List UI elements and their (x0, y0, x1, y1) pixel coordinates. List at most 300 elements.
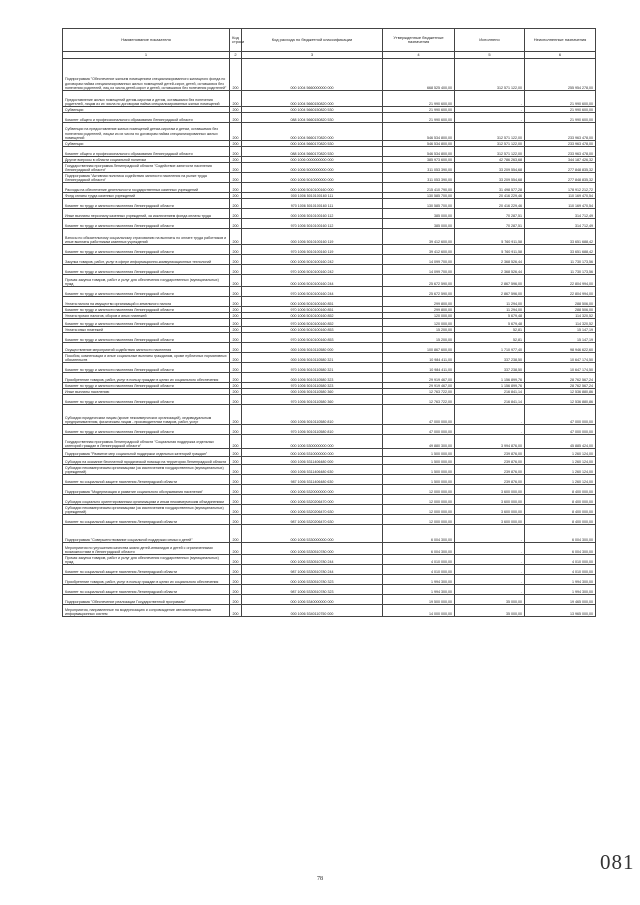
row-line-code: 200 (230, 373, 242, 383)
header-approved: Утвержденные бюджетные назначения (383, 29, 455, 52)
row-approved-amount: 130 585 700,00 (383, 193, 455, 199)
table-row (63, 435, 596, 449)
table-row (63, 543, 596, 555)
table-row (63, 363, 596, 373)
row-line-code: 200 (230, 343, 242, 353)
row-line-code: 200 (230, 327, 242, 333)
row-approved-amount: 4 010 000,00 (383, 565, 455, 575)
row-remaining-amount: 21 990 600,00 (525, 91, 596, 107)
row-name: Уплата налога на имущество организаций и земельного налога (63, 297, 230, 307)
row-classification-code: 987 1006 5320206470 630 (242, 515, 383, 525)
row-line-code: 200 (230, 287, 242, 297)
row-classification-code: 000 1006 5320206470 630 (242, 505, 383, 515)
row-name: Предоставление жилых помещений детям-сиротам и детям, оставшимся без попечения родителей, лицам из их числа по договорам найма специализированных жилых помещений (63, 91, 230, 107)
row-executed-amount: - (455, 543, 525, 555)
row-remaining-amount: 178 912 212,72 (525, 183, 596, 193)
row-line-code: 200 (230, 435, 242, 449)
row-executed-amount: 3 600 000,00 (455, 515, 525, 525)
row-executed-amount: 33 209 554,68 (455, 163, 525, 173)
row-approved-amount: 21 990 600,00 (383, 113, 455, 123)
row-approved-amount: 25 672 590,00 (383, 275, 455, 287)
row-line-code: 200 (230, 575, 242, 585)
row-executed-amount: 1 156 899,76 (455, 373, 525, 383)
row-classification-code: 000 1006 5310000000 000 (242, 449, 383, 457)
row-executed-amount: 2 867 596,00 (455, 287, 525, 297)
row-approved-amount: 100 867 600,00 (383, 343, 455, 353)
row-line-code: 200 (230, 297, 242, 307)
row-classification-code: 970 1006 5010100160 242 (242, 265, 383, 275)
row-approved-amount: 15 200,00 (383, 333, 455, 343)
row-line-code: 200 (230, 307, 242, 313)
table-row (63, 383, 596, 389)
row-classification-code: 000 1006 5010100160 112 (242, 209, 383, 219)
row-line-code: 200 (230, 255, 242, 265)
row-executed-amount: - (455, 525, 525, 543)
row-name: Иные выплаты персоналу казенных учреждений, за исключением фонда оплаты труда (63, 209, 230, 219)
row-executed-amount: 239 876,00 (455, 457, 525, 465)
row-name: Комитет общего и профессионального образования Ленинградской области (63, 147, 230, 157)
row-approved-amount: 19 500 000,00 (383, 595, 455, 605)
row-classification-code: 000 1006 5010110580 321 (242, 353, 383, 363)
row-approved-amount: 14 099 700,00 (383, 265, 455, 275)
row-classification-code: 000 1004 5660000000 000 (242, 59, 383, 91)
row-approved-amount: 21 990 600,00 (383, 107, 455, 113)
row-classification-code: 000 1006 5010110580 323 (242, 373, 383, 383)
table-row (63, 485, 596, 495)
row-remaining-amount: 21 990 600,00 (525, 113, 596, 123)
row-line-code: 200 (230, 515, 242, 525)
row-classification-code: 000 1006 5010110580 360 (242, 389, 383, 395)
row-line-code: 200 (230, 465, 242, 475)
header-row (63, 29, 596, 52)
row-line-code: 200 (230, 475, 242, 485)
row-line-code: 200 (230, 157, 242, 163)
row-classification-code: 000 1006 5010100160 242 (242, 255, 383, 265)
row-approved-amount: 25 672 590,00 (383, 287, 455, 297)
row-classification-code: 000 1006 5010000000 000 (242, 173, 383, 183)
row-approved-amount: 385 973 600,00 (383, 157, 455, 163)
row-name: Другие вопросы в области социальной политики (63, 157, 230, 163)
row-line-code: 200 (230, 163, 242, 173)
row-remaining-amount: 1 260 124,00 (525, 457, 596, 465)
row-approved-amount: 299 800,00 (383, 307, 455, 313)
row-name: Комитет по труду и занятости населения Ленинградской области (63, 383, 230, 389)
row-line-code: 200 (230, 543, 242, 555)
row-classification-code: 970 1006 5010100160 244 (242, 287, 383, 297)
row-classification-code: 000 1006 5330510780 323 (242, 575, 383, 585)
row-approved-amount: 120 000,00 (383, 319, 455, 327)
row-line-code: 200 (230, 457, 242, 465)
row-executed-amount: 312 571 122,00 (455, 141, 525, 147)
row-classification-code: 000 1006 0000000000 000 (242, 157, 383, 163)
row-name: Приобретение товаров, работ, услуг в пользу граждан в целях их социального обеспечения (63, 575, 230, 585)
row-name: Комитет по труду и занятости населения Ленинградской области (63, 219, 230, 229)
table-row (63, 297, 596, 307)
table-row (63, 157, 596, 163)
row-remaining-amount: 1 994 300,00 (525, 585, 596, 595)
row-executed-amount: - (455, 113, 525, 123)
row-approved-amount: 1 994 300,00 (383, 585, 455, 595)
row-name: Подпрограмма "Обеспечение жильем помещением специализированного жилищного фонда по договорам найма специализированных жилых помещений детей-сирот, детей, оставшихся без попечения родителей, лиц из числа детей-сирот и детей, оставшихся без попечения родителей" (63, 59, 230, 91)
row-name: Подпрограмма "Совершенствование социальной поддержки семьи и детей" (63, 525, 230, 543)
row-remaining-amount: 233 963 478,00 (525, 123, 596, 141)
table-row (63, 91, 596, 107)
row-name: Государственная программа Ленинградской области "Содействие занятости населения Ленинградской области" (63, 163, 230, 173)
row-executed-amount: 5 679,48 (455, 313, 525, 319)
row-executed-amount: 11 294,00 (455, 307, 525, 313)
row-classification-code: 000 1006 5010100160 851 (242, 297, 383, 307)
table-row (63, 287, 596, 297)
row-remaining-amount: 233 963 478,00 (525, 147, 596, 157)
row-remaining-amount: 255 954 278,00 (525, 59, 596, 91)
table-row (63, 343, 596, 353)
row-approved-amount: 546 534 800,00 (383, 141, 455, 147)
table-row (63, 405, 596, 425)
row-remaining-amount: 344 187 426,32 (525, 157, 596, 163)
row-executed-amount: 3 600 000,00 (455, 485, 525, 495)
row-classification-code: 000 1006 5010110580 000 (242, 343, 383, 353)
row-line-code: 200 (230, 363, 242, 373)
row-executed-amount: - (455, 91, 525, 107)
row-remaining-amount: 8 400 000,00 (525, 495, 596, 505)
row-name: Комитет по труду и занятости населения Ленинградской области (63, 395, 230, 405)
row-classification-code: 970 1006 5010100160 119 (242, 245, 383, 255)
row-classification-code: 000 1004 5660150820 530 (242, 107, 383, 113)
row-remaining-amount: 11 730 173,56 (525, 255, 596, 265)
row-approved-amount: 668 525 400,00 (383, 59, 455, 91)
row-approved-amount: 47 000 000,00 (383, 425, 455, 435)
row-classification-code: 088 1004 5660170820 530 (242, 147, 383, 157)
row-line-code: 200 (230, 199, 242, 209)
row-executed-amount: 2 368 526,44 (455, 265, 525, 275)
row-remaining-amount: 13 965 000,00 (525, 605, 596, 617)
row-remaining-amount: 233 963 478,00 (525, 141, 596, 147)
table-row (63, 275, 596, 287)
row-classification-code: 000 1006 5010110580 810 (242, 405, 383, 425)
row-name: Комитет по труду и занятости населения Ленинградской области (63, 245, 230, 255)
row-remaining-amount: 8 400 000,00 (525, 515, 596, 525)
table-row (63, 333, 596, 343)
row-name: Подпрограмма "Обеспечение реализации Государственной программы" (63, 595, 230, 605)
row-remaining-amount: 19 465 000,00 (525, 595, 596, 605)
row-approved-amount: 12 000 000,00 (383, 485, 455, 495)
table-row (63, 313, 596, 319)
row-classification-code: 970 1006 5010110580 360 (242, 395, 383, 405)
row-line-code: 200 (230, 585, 242, 595)
row-name: Прочая закупка товаров, работ и услуг для обеспечения государственных (муниципальных) нужд (63, 275, 230, 287)
row-approved-amount: 10 984 411,00 (383, 353, 455, 363)
row-name: Прочая закупка товаров, работ и услуг для обеспечения государственных (муниципальных) нужд (63, 555, 230, 565)
row-line-code: 200 (230, 395, 242, 405)
table-row (63, 319, 596, 327)
header-number: 2 (230, 52, 242, 59)
row-classification-code: 000 1006 5010100160 244 (242, 275, 383, 287)
table-row (63, 199, 596, 209)
row-remaining-amount: 1 260 124,00 (525, 475, 596, 485)
table-row (63, 605, 596, 617)
row-line-code: 200 (230, 595, 242, 605)
row-remaining-amount: 1 994 300,00 (525, 575, 596, 585)
row-executed-amount: 216 841,14 (455, 389, 525, 395)
header-name: Наименование показателя (63, 29, 230, 52)
row-line-code: 200 (230, 245, 242, 255)
header-number: 1 (63, 52, 230, 59)
row-classification-code: 987 1006 5330510780 323 (242, 585, 383, 595)
row-line-code: 200 (230, 59, 242, 91)
archive-stamp-number: 081 (600, 850, 635, 874)
row-line-code: 200 (230, 147, 242, 157)
row-remaining-amount: 12 536 880,86 (525, 395, 596, 405)
row-remaining-amount: 22 804 994,00 (525, 275, 596, 287)
row-approved-amount: 14 099 700,00 (383, 255, 455, 265)
header-remaining: Неисполненные назначения (525, 29, 596, 52)
row-executed-amount: 312 571 122,00 (455, 59, 525, 91)
row-name: Комитет по социальной защите населения Ленинградской области (63, 565, 230, 575)
row-classification-code: 000 1006 5010100160 852 (242, 313, 383, 319)
row-classification-code: 000 1006 5340000000 000 (242, 595, 383, 605)
row-classification-code: 000 1004 5660150820 000 (242, 91, 383, 107)
row-name: Субсидии некоммерческим организациям (за исключением государственных (муниципальных) учреждений) (63, 505, 230, 515)
row-classification-code: 088 1004 5660150820 530 (242, 113, 383, 123)
page-number: 78 (317, 876, 323, 882)
row-approved-amount: 299 800,00 (383, 297, 455, 307)
row-name: Уплата иных платежей (63, 327, 230, 333)
row-line-code: 200 (230, 353, 242, 363)
row-name: Осуществление мероприятий содействия занятости населения (63, 343, 230, 353)
row-executed-amount: 2 368 526,44 (455, 255, 525, 265)
row-line-code: 200 (230, 313, 242, 319)
row-executed-amount: 3 600 000,00 (455, 495, 525, 505)
table-row (63, 265, 596, 275)
row-remaining-amount: 6 004 300,00 (525, 543, 596, 555)
header-number: 5 (455, 52, 525, 59)
table-row (63, 173, 596, 183)
row-executed-amount: 2 867 596,00 (455, 275, 525, 287)
row-name: Субсидии некоммерческим организациям (за исключением государственных (муниципальных) учреждений) (63, 465, 230, 475)
row-remaining-amount: 21 990 600,00 (525, 107, 596, 113)
row-remaining-amount: 10 647 174,50 (525, 353, 596, 363)
row-remaining-amount: 1 260 124,00 (525, 449, 596, 457)
row-name: Субсидия социально ориентированным организациям и иным некоммерческим объединениям (63, 495, 230, 505)
row-name: Подпрограмма "Развитие мер социальной поддержки отдельных категорий граждан" (63, 449, 230, 457)
table-row (63, 425, 596, 435)
row-name: Комитет по труду и занятости населения Ленинградской области (63, 287, 230, 297)
row-classification-code: 000 1006 5330510780 000 (242, 543, 383, 555)
table-row (63, 59, 596, 91)
row-classification-code: 000 1006 5330510780 244 (242, 555, 383, 565)
table-row (63, 495, 596, 505)
table-row (63, 353, 596, 363)
row-name: Подпрограмма "Активная политика содействия занятости населения на рынке труда Ленинградской области" (63, 173, 230, 183)
row-classification-code: 970 1006 5010110580 321 (242, 363, 383, 373)
row-classification-code: 970 1006 5010100160 111 (242, 199, 383, 209)
row-name: Комитет по социальной защите населения Ленинградской области (63, 515, 230, 525)
row-line-code: 200 (230, 265, 242, 275)
row-approved-amount: 12 000 000,00 (383, 495, 455, 505)
row-remaining-amount: 22 804 994,00 (525, 287, 596, 297)
table-row (63, 515, 596, 525)
row-classification-code: 000 1006 5010100160 111 (242, 193, 383, 199)
row-classification-code: 987 1006 5311406480 630 (242, 475, 383, 485)
row-name: Комитет по труду и занятости населения Ленинградской области (63, 199, 230, 209)
row-executed-amount: - (455, 565, 525, 575)
row-approved-amount: 546 534 800,00 (383, 147, 455, 157)
row-line-code: 200 (230, 383, 242, 389)
row-remaining-amount: 47 000 000,00 (525, 405, 596, 425)
table-row (63, 245, 596, 255)
header-number: 3 (242, 52, 383, 59)
row-executed-amount: 70 287,51 (455, 209, 525, 219)
row-line-code: 200 (230, 229, 242, 245)
table-row (63, 395, 596, 405)
table-row (63, 449, 596, 457)
row-classification-code: 000 1006 5010100160 119 (242, 229, 383, 245)
row-line-code: 200 (230, 449, 242, 457)
row-remaining-amount: 45 885 424,00 (525, 435, 596, 449)
row-approved-amount: 12 763 722,00 (383, 395, 455, 405)
row-remaining-amount: 314 712,49 (525, 219, 596, 229)
row-name: Комитет по труду и занятости населения Ленинградской области (63, 425, 230, 435)
row-classification-code: 000 1006 5340110750 000 (242, 605, 383, 617)
row-remaining-amount: 15 147,19 (525, 327, 596, 333)
row-remaining-amount: 28 762 567,24 (525, 373, 596, 383)
row-name: Субсидия на оказание бесплатной юридической помощи на территории Ленинградской области (63, 457, 230, 465)
row-name: Пособия, компенсации и иные социальные выплаты гражданам, кроме публичных нормативных обязательств (63, 353, 230, 363)
table-row (63, 505, 596, 515)
row-classification-code: 000 1004 5660170820 530 (242, 141, 383, 147)
row-executed-amount: 239 876,00 (455, 449, 525, 457)
row-line-code: 200 (230, 113, 242, 123)
row-remaining-amount: 4 010 000,00 (525, 555, 596, 565)
row-executed-amount: 216 841,14 (455, 395, 525, 405)
row-line-code: 200 (230, 555, 242, 565)
row-executed-amount: - (455, 425, 525, 435)
row-executed-amount: 312 571 122,00 (455, 147, 525, 157)
row-remaining-amount: 288 506,00 (525, 297, 596, 307)
row-executed-amount: - (455, 585, 525, 595)
row-name: Мероприятия, направленные на модернизацию и сопровождение автоматизированных информационных систем (63, 605, 230, 617)
table-row (63, 229, 596, 245)
row-classification-code: 970 1006 5010100160 853 (242, 333, 383, 343)
row-executed-amount: 11 294,00 (455, 297, 525, 307)
row-classification-code: 970 1006 5010100160 851 (242, 307, 383, 313)
row-name: Расходы на обеспечение деятельности государственных казенных учреждений (63, 183, 230, 193)
row-classification-code: 000 1006 5320000000 000 (242, 485, 383, 495)
row-executed-amount: 35 000,00 (455, 595, 525, 605)
row-remaining-amount: 8 400 000,00 (525, 505, 596, 515)
row-name: Мероприятия по улучшению качества жизни детей-инвалидов и детей с ограниченными возможностями в Ленинградской области (63, 543, 230, 555)
row-approved-amount: 385 000,00 (383, 209, 455, 219)
row-remaining-amount: 4 010 000,00 (525, 565, 596, 575)
row-approved-amount: 1 500 000,00 (383, 449, 455, 457)
row-approved-amount: 47 000 000,00 (383, 405, 455, 425)
row-line-code: 200 (230, 91, 242, 107)
row-name: Комитет по социальной защите населения Ленинградской области (63, 475, 230, 485)
row-executed-amount: - (455, 107, 525, 113)
row-approved-amount: 39 412 600,00 (383, 245, 455, 255)
row-name: Субвенции на предоставление жилых помещений детям-сиротам и детям, оставшимся без попечения родителей, лицам из их числа по договорам найма специализированных жилых помещений (63, 123, 230, 141)
row-executed-amount: 33 209 554,68 (455, 173, 525, 183)
row-remaining-amount: 12 536 880,86 (525, 389, 596, 395)
row-executed-amount: 31 498 577,28 (455, 183, 525, 193)
table-row (63, 575, 596, 585)
row-approved-amount: 10 984 411,00 (383, 363, 455, 373)
table-row (63, 147, 596, 157)
row-name: Комитет общего и профессионального образования Ленинградской области (63, 113, 230, 123)
row-line-code: 200 (230, 565, 242, 575)
row-approved-amount: 15 200,00 (383, 327, 455, 333)
row-remaining-amount: 98 946 622,60 (525, 343, 596, 353)
row-remaining-amount: 8 400 000,00 (525, 485, 596, 495)
row-line-code: 200 (230, 485, 242, 495)
row-executed-amount: 5 679,48 (455, 319, 525, 327)
row-executed-amount: - (455, 575, 525, 585)
row-classification-code: 000 1006 5010100160 853 (242, 327, 383, 333)
row-approved-amount: 546 534 800,00 (383, 123, 455, 141)
row-name: Комитет по труду и занятости населения Ленинградской области (63, 363, 230, 373)
row-approved-amount: 39 412 600,00 (383, 229, 455, 245)
row-classification-code: 970 1006 5010110580 810 (242, 425, 383, 435)
row-name: Фонд оплаты труда казенных учреждений (63, 193, 230, 199)
row-approved-amount: 311 053 390,00 (383, 173, 455, 183)
row-line-code: 200 (230, 333, 242, 343)
row-remaining-amount: 10 647 174,50 (525, 363, 596, 373)
header-line-code: Код строки (230, 29, 242, 52)
header-number: 4 (383, 52, 455, 59)
row-classification-code: 970 1006 5010110580 323 (242, 383, 383, 389)
row-approved-amount: 385 000,00 (383, 219, 455, 229)
row-remaining-amount: 1 260 124,00 (525, 465, 596, 475)
row-name: Подпрограмма "Модернизация и развитие социального обслуживания населения" (63, 485, 230, 495)
row-name: Комитет по труду и занятости населения Ленинградской области (63, 307, 230, 313)
row-remaining-amount: 6 004 300,00 (525, 525, 596, 543)
row-executed-amount: 42 786 263,68 (455, 157, 525, 163)
row-executed-amount: 3 994 876,00 (455, 435, 525, 449)
row-line-code: 200 (230, 183, 242, 193)
table-row (63, 525, 596, 543)
row-approved-amount: 21 990 600,00 (383, 91, 455, 107)
table-row (63, 163, 596, 173)
table-row (63, 465, 596, 475)
row-executed-amount: 52,81 (455, 327, 525, 333)
table-row (63, 123, 596, 141)
table-row (63, 585, 596, 595)
row-name: Уплата прочих налогов, сборов и иных платежей (63, 313, 230, 319)
row-line-code: 200 (230, 425, 242, 435)
row-approved-amount: 311 053 390,00 (383, 163, 455, 173)
row-approved-amount: 14 000 000,00 (383, 605, 455, 617)
row-classification-code: 000 1006 5010100160 000 (242, 183, 383, 193)
row-line-code: 200 (230, 505, 242, 515)
header-number-row (63, 52, 596, 59)
row-line-code: 200 (230, 193, 242, 199)
row-approved-amount: 120 000,00 (383, 313, 455, 319)
row-approved-amount: 12 000 000,00 (383, 515, 455, 525)
row-classification-code: 000 1006 5330000000 000 (242, 525, 383, 543)
row-line-code: 200 (230, 173, 242, 183)
row-approved-amount: 29 919 467,00 (383, 373, 455, 383)
row-approved-amount: 1 994 300,00 (383, 575, 455, 585)
row-line-code: 200 (230, 525, 242, 543)
row-classification-code: 000 1006 5311406480 630 (242, 465, 383, 475)
row-remaining-amount: 47 000 000,00 (525, 425, 596, 435)
row-approved-amount: 49 880 300,00 (383, 435, 455, 449)
budget-execution-table (62, 28, 596, 617)
row-approved-amount: 4 010 000,00 (383, 555, 455, 565)
row-executed-amount: 337 238,50 (455, 353, 525, 363)
row-classification-code: 000 1004 5660170820 000 (242, 123, 383, 141)
header-number: 6 (525, 52, 596, 59)
